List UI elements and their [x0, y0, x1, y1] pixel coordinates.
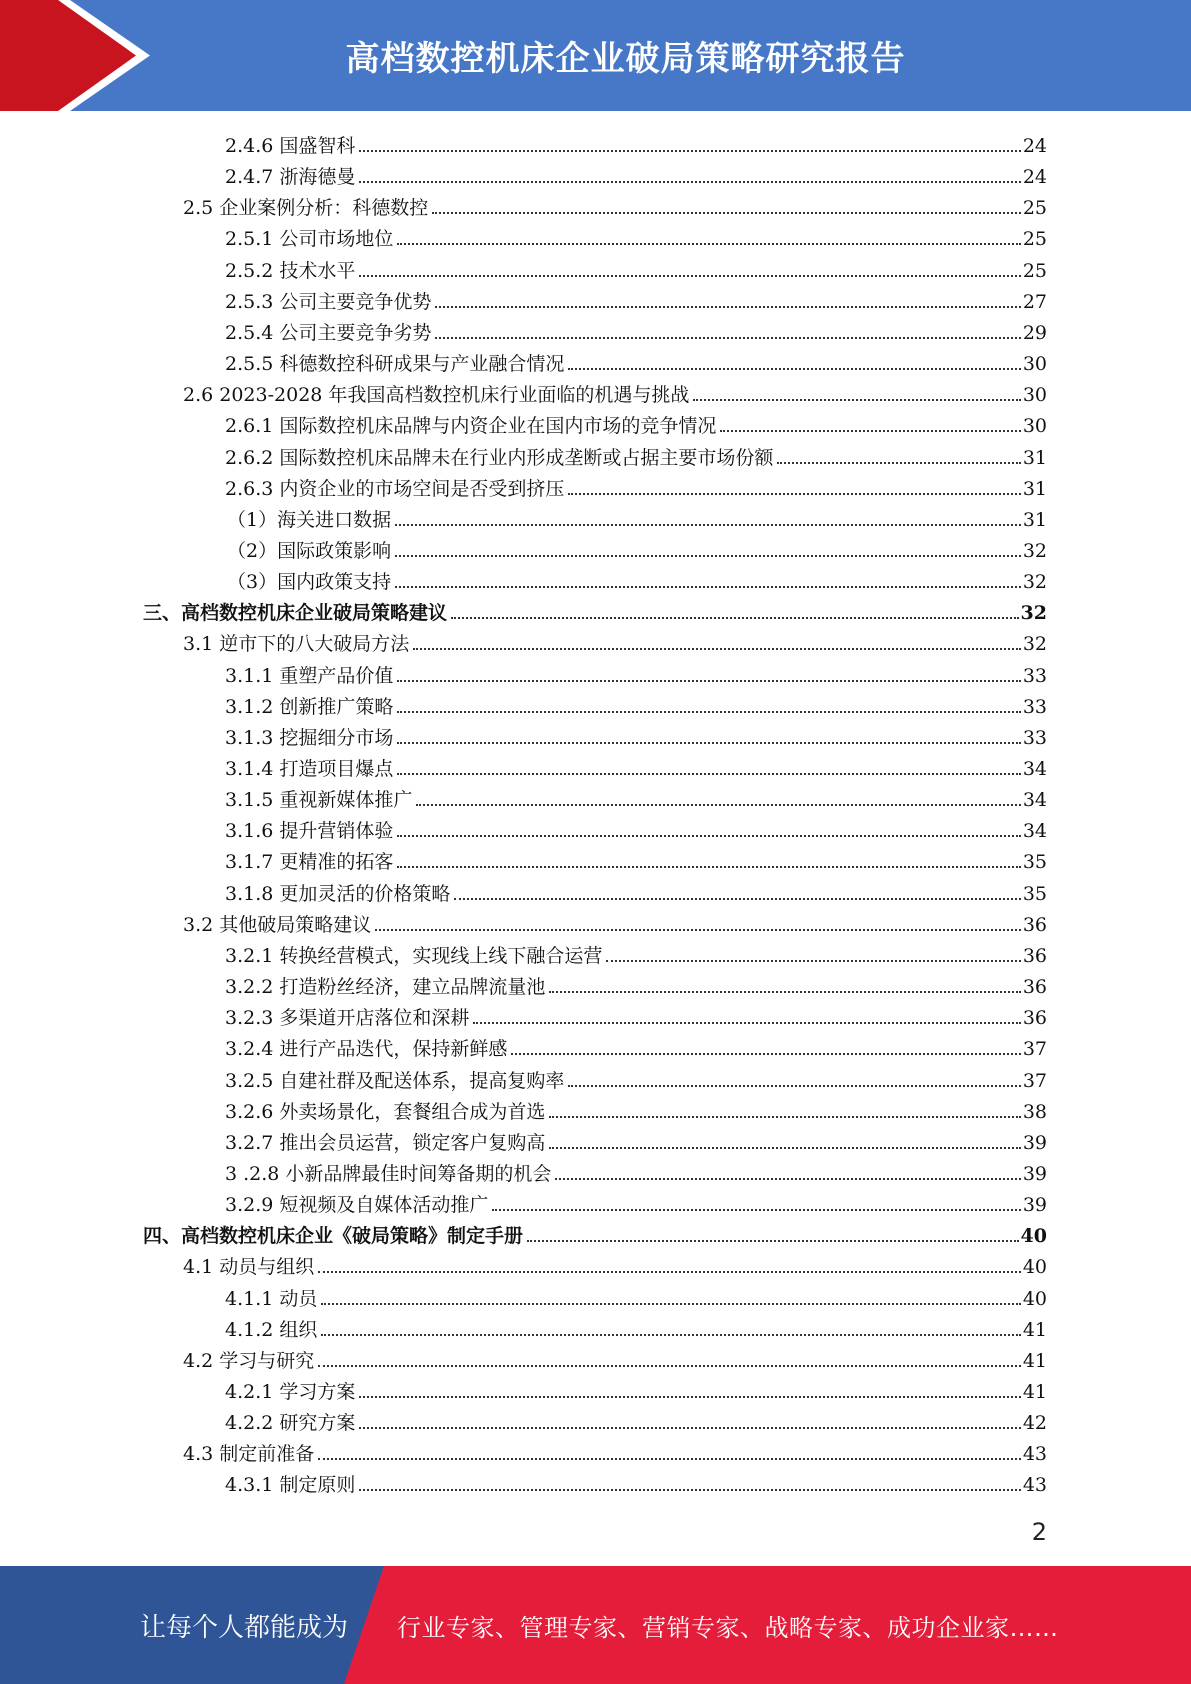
toc-entry-page: 27: [1022, 290, 1047, 313]
toc-entry-title: 2.4.6 国盛智科: [225, 135, 356, 157]
toc-entry-title: 2.6.3 内资企业的市场空间是否受到挤压: [225, 477, 565, 500]
toc-entry-title: 3.2.4 进行产品迭代，保持新鲜感: [225, 1038, 508, 1061]
toc-entry-title: 2.5 企业案例分析：科德数控: [183, 197, 429, 220]
toc-entry[interactable]: [225, 314, 1047, 345]
toc-entry-page: 32: [1022, 633, 1047, 656]
toc-entry-title: 3.2.5 自建社群及配送体系，提高复购率: [225, 1069, 565, 1092]
toc-entry-title: 3.1.2 创新推广策略: [225, 695, 394, 718]
footer-slogan-left: 让每个人都能成为: [140, 1612, 349, 1643]
toc-dot-leader: [568, 1085, 1020, 1087]
toc-entry-title: 2.6 2023-2028 年我国高档数控机床行业面临的机遇与挑战: [183, 384, 690, 407]
toc-entry[interactable]: [227, 532, 1047, 563]
toc-dot-leader: [720, 430, 1020, 432]
toc-entry-title: 3 .2.8 小新品牌最佳时间筹备期的机会: [225, 1162, 552, 1185]
toc-dot-leader: [321, 1334, 1020, 1336]
toc-entry-page: 35: [1022, 882, 1047, 905]
toc-entry-title: 3.2.9 短视频及自媒体活动推广: [225, 1194, 489, 1217]
toc-entry-title: 3.2.3 多渠道开店落位和深耕: [225, 1007, 470, 1030]
toc-entry[interactable]: [225, 937, 1047, 968]
toc-entry-title: 2.5.3 公司主要竞争优势: [225, 290, 432, 313]
toc-entry-page: 42: [1022, 1412, 1047, 1435]
toc-entry-title: 3.2.7 推出会员运营，锁定客户复购高: [225, 1131, 546, 1154]
page-number: 2: [1031, 1518, 1047, 1546]
toc-entry[interactable]: [183, 1342, 1047, 1373]
toc-entry[interactable]: [225, 1093, 1047, 1124]
toc-entry-page: 32: [1022, 539, 1047, 562]
toc-entry[interactable]: [225, 1311, 1047, 1342]
toc-dot-leader: [318, 1271, 1021, 1273]
toc-entry-page: 33: [1022, 695, 1047, 718]
toc-dot-leader: [435, 337, 1020, 339]
toc-dot-leader: [549, 1116, 1020, 1118]
toc-dot-leader: [395, 555, 1021, 557]
toc-entry-title: 4.1.1 动员: [225, 1287, 318, 1310]
toc-entry[interactable]: [225, 345, 1047, 376]
toc-entry-title: 2.5.4 公司主要竞争劣势: [225, 321, 432, 344]
toc-dot-leader: [375, 929, 1021, 931]
toc-dot-leader: [435, 306, 1020, 308]
toc-dot-leader: [568, 368, 1020, 370]
toc-entry[interactable]: [183, 625, 1047, 656]
toc-entry-title: 2.5.2 技术水平: [225, 259, 356, 282]
toc-dot-leader: [606, 960, 1020, 962]
toc-entry-title: 3.1.1 重塑产品价值: [225, 664, 394, 687]
toc-entry-title: 4.1.2 组织: [225, 1318, 318, 1341]
toc-entry-page: 30: [1022, 353, 1047, 376]
toc-entry[interactable]: [143, 594, 1047, 625]
toc-entry[interactable]: [227, 563, 1047, 594]
toc-dot-leader: [321, 1303, 1020, 1305]
toc-dot-leader: [432, 212, 1021, 214]
toc-entry[interactable]: [225, 657, 1047, 688]
toc-entry-title: 4.3 制定前准备: [183, 1443, 315, 1466]
toc-dot-leader: [397, 243, 1020, 245]
toc-dot-leader: [397, 773, 1020, 775]
toc-entry[interactable]: [183, 906, 1047, 937]
toc-entry-page: 25: [1022, 197, 1047, 220]
toc-entry-page: 39: [1022, 1131, 1047, 1154]
toc-dot-leader: [568, 493, 1020, 495]
toc-entry[interactable]: [225, 127, 1047, 158]
toc-entry[interactable]: [225, 1030, 1047, 1061]
toc-entry-page: 25: [1022, 259, 1047, 282]
toc-entry-title: 4.3.1 制定原则: [225, 1474, 356, 1497]
toc-dot-leader: [511, 1053, 1020, 1055]
toc-entry-page: 39: [1022, 1194, 1047, 1217]
toc-dot-leader: [395, 586, 1021, 588]
toc-entry-page: 41: [1022, 1318, 1047, 1341]
toc-entry[interactable]: [227, 501, 1047, 532]
toc-entry[interactable]: [225, 1155, 1047, 1186]
toc-entry-title: 3.2.6 外卖场景化，套餐组合成为首选: [225, 1100, 546, 1123]
toc-dot-leader: [359, 150, 1020, 152]
toc-entry-page: 34: [1022, 820, 1047, 843]
toc-entry-page: 31: [1022, 446, 1047, 469]
toc-entry-title: 3.1.7 更精准的拓客: [225, 851, 394, 874]
toc-dot-leader: [549, 991, 1020, 993]
toc-entry-page: 33: [1022, 726, 1047, 749]
toc-entry-page: 31: [1022, 508, 1047, 531]
toc-entry[interactable]: [225, 688, 1047, 719]
toc-dot-leader: [397, 835, 1020, 837]
toc-entry[interactable]: [225, 407, 1047, 438]
toc-dot-leader: [527, 1240, 1019, 1242]
toc-entry-page: 41: [1022, 1349, 1047, 1372]
toc-entry[interactable]: [225, 470, 1047, 501]
toc-dot-leader: [416, 804, 1020, 806]
toc-dot-leader: [473, 1022, 1020, 1024]
toc-entry[interactable]: [225, 1466, 1047, 1497]
toc-entry-title: 3.2.2 打造粉丝经济，建立品牌流量池: [225, 976, 546, 999]
toc-entry-page: 37: [1022, 1069, 1047, 1092]
toc-dot-leader: [777, 462, 1020, 464]
toc-entry-page: 36: [1022, 1007, 1047, 1030]
toc-entry[interactable]: [225, 719, 1047, 750]
toc-dot-leader: [397, 742, 1020, 744]
header-arrow-decoration: [0, 0, 160, 111]
toc-dot-leader: [454, 898, 1020, 900]
toc-dot-leader: [492, 1209, 1020, 1211]
toc-entry-title: 2.5.1 公司市场地位: [225, 228, 394, 251]
toc-entry-title: 3.1.8 更加灵活的价格策略: [225, 882, 451, 905]
toc-entry-title: 2.4.7 浙海德曼: [225, 166, 356, 189]
toc-entry[interactable]: [225, 968, 1047, 999]
toc-entry[interactable]: [225, 812, 1047, 843]
toc-entry-page: 36: [1022, 944, 1047, 967]
toc-entry[interactable]: [225, 1186, 1047, 1217]
toc-entry[interactable]: [225, 1124, 1047, 1155]
toc-entry-page: 43: [1022, 1474, 1047, 1497]
toc-entry-title: 三、高档数控机床企业破局策略建议: [143, 602, 448, 625]
toc-dot-leader: [359, 275, 1020, 277]
toc-entry-title: 3.1 逆市下的八大破局方法: [183, 633, 410, 656]
toc-entry[interactable]: [225, 1404, 1047, 1435]
toc-dot-leader: [318, 1365, 1021, 1367]
toc-dot-leader: [397, 711, 1020, 713]
toc-entry-page: 36: [1022, 913, 1047, 936]
toc-entry-page: 34: [1022, 758, 1047, 780]
toc-entry[interactable]: [225, 158, 1047, 189]
toc-entry-page: 43: [1022, 1443, 1047, 1466]
toc-entry[interactable]: [183, 1248, 1047, 1279]
toc-entry-title: （1）海关进口数据: [227, 508, 392, 531]
page-header: [0, 0, 1191, 111]
toc-entry-page: 24: [1022, 166, 1047, 189]
toc-dot-leader: [693, 399, 1020, 401]
toc-dot-leader: [413, 648, 1021, 650]
toc-entry-page: 39: [1022, 1162, 1047, 1185]
toc-dot-leader: [395, 524, 1021, 526]
toc-entry[interactable]: [225, 1373, 1047, 1404]
toc-dot-leader: [555, 1178, 1020, 1180]
toc-entry-page: 31: [1022, 477, 1047, 500]
toc-entry-title: 4.2.1 学习方案: [225, 1381, 356, 1403]
toc-entry-title: 2.6.1 国际数控机床品牌与内资企业在国内市场的竞争情况: [225, 415, 717, 438]
toc-entry-title: （2）国际政策影响: [227, 539, 392, 562]
toc-entry-page: 30: [1022, 415, 1047, 438]
toc-entry-page: 30: [1022, 384, 1047, 407]
toc-entry[interactable]: [225, 220, 1047, 251]
toc-entry[interactable]: [225, 750, 1047, 781]
toc-entry[interactable]: [225, 439, 1047, 470]
toc-entry-page: 25: [1022, 228, 1047, 251]
toc-dot-leader: [359, 1489, 1020, 1491]
report-title: 高档数控机床企业破局策略研究报告: [345, 39, 906, 79]
toc-entry-page: 24: [1022, 135, 1047, 157]
toc-entry[interactable]: [225, 283, 1047, 314]
toc-entry[interactable]: [183, 1435, 1047, 1466]
toc-entry-title: 3.1.4 打造项目爆点: [225, 758, 394, 780]
toc-dot-leader: [359, 181, 1020, 183]
footer-slogan-right: 行业专家、管理专家、营销专家、战略专家、成功企业家……: [397, 1613, 1059, 1642]
toc-dot-leader: [549, 1147, 1020, 1149]
toc-entry-title: 3.1.5 重视新媒体推广: [225, 789, 413, 812]
toc-entry-page: 35: [1022, 851, 1047, 874]
toc-entry[interactable]: [143, 1217, 1047, 1248]
toc-entry-page: 37: [1022, 1038, 1047, 1061]
toc-entry-page: 29: [1022, 321, 1047, 344]
toc-entry[interactable]: [225, 1280, 1047, 1311]
toc-dot-leader: [397, 866, 1020, 868]
toc-entry-page: 40: [1022, 1256, 1047, 1279]
toc-entry-page: 32: [1020, 602, 1047, 625]
toc-entry[interactable]: [225, 843, 1047, 874]
toc-dot-leader: [359, 1427, 1020, 1429]
toc-entry-page: 38: [1022, 1100, 1047, 1123]
toc-entry-title: 4.2 学习与研究: [183, 1349, 315, 1372]
toc-entry-title: 4.2.2 研究方案: [225, 1412, 356, 1435]
toc-entry-page: 34: [1022, 789, 1047, 812]
toc-entry-title: 2.5.5 科德数控科研成果与产业融合情况: [225, 353, 565, 376]
toc-entry-page: 40: [1020, 1225, 1047, 1248]
toc-entry[interactable]: [225, 252, 1047, 283]
toc-entry-page: 40: [1022, 1287, 1047, 1310]
toc-entry-page: 32: [1022, 571, 1047, 594]
toc-entry[interactable]: [183, 189, 1047, 220]
toc-entry[interactable]: [225, 875, 1047, 906]
toc-entry[interactable]: [225, 999, 1047, 1030]
toc-dot-leader: [359, 1396, 1020, 1398]
toc-entry-title: 2.6.2 国际数控机床品牌未在行业内形成垄断或占据主要市场份额: [225, 446, 774, 469]
toc-entry-title: 3.1.6 提升营销体验: [225, 820, 394, 843]
page-footer: [0, 1566, 1191, 1684]
toc-entry[interactable]: [225, 781, 1047, 812]
toc-entry-page: 33: [1022, 664, 1047, 687]
toc-entry-page: 41: [1022, 1381, 1047, 1403]
toc-entry-title: 3.2.1 转换经营模式，实现线上线下融合运营: [225, 944, 603, 967]
toc-entry[interactable]: [225, 1062, 1047, 1093]
toc-dot-leader: [451, 617, 1019, 619]
toc-dot-leader: [318, 1458, 1021, 1460]
toc-entry-title: 4.1 动员与组织: [183, 1256, 315, 1279]
toc-entry-title: 3.2 其他破局策略建议: [183, 913, 372, 936]
toc-entry-title: 四、高档数控机床企业《破局策略》制定手册: [143, 1225, 524, 1248]
toc-dot-leader: [397, 680, 1020, 682]
toc-entry-page: 36: [1022, 976, 1047, 999]
toc-entry-title: （3）国内政策支持: [227, 571, 392, 594]
toc-entry-title: 3.1.3 挖掘细分市场: [225, 726, 394, 749]
toc-entry[interactable]: [183, 376, 1047, 407]
